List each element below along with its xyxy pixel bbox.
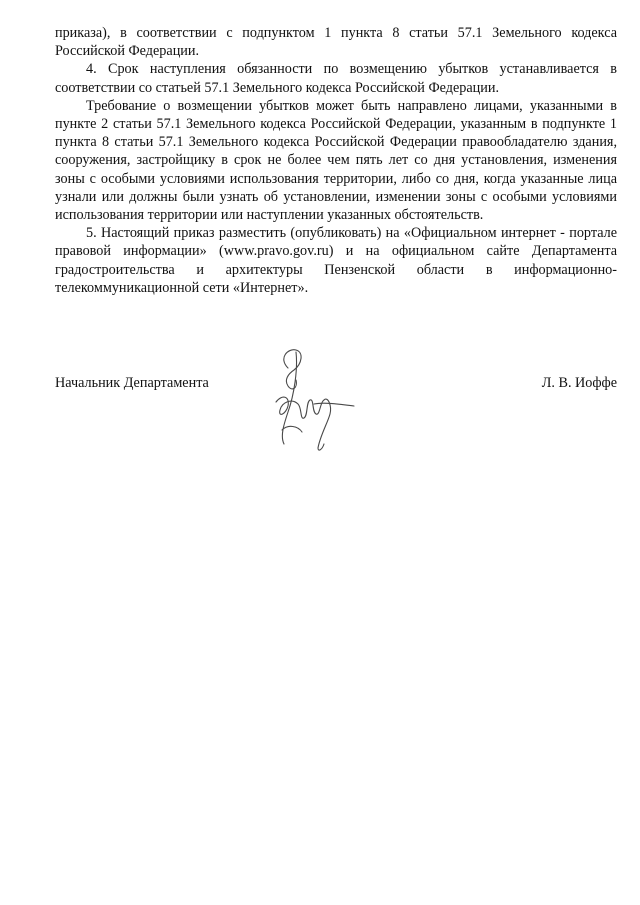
signatory-name: Л. В. Иоффе xyxy=(541,375,617,391)
paragraph-item-4: 4. Срок наступления обязанности по возмещению убытков устанавливается в соответствии со статьей 57.1 Земельного кодекса Российской Федерации. xyxy=(55,61,617,96)
paragraph-requirement: Требование о возмещении убытков может быть направлено лицами, указанными в пункте 2 статьи 57.1 Земельного кодекса Российской Федерации, указанным в подпункте 1 пункта 8 статьи 57.1 Земельного кодекса Российской Федерации правообладателю здания, сооружения, застройщику в срок не более чем пять лет со дня установления, изменения зоны с особыми условиями использования территории, либо со дня, когда указанные лица узнали или должны были узнать об установлении, изменении зоны с особыми условиями использования территории или наступлении указанных обстоятельств. xyxy=(55,97,617,224)
paragraph-item-5: 5. Настоящий приказ разместить (опубликовать) на «Официальном интернет - портале правовой информации» (www.pravo.gov.ru) и на официальном сайте Департамента градостроительства и архитектуры Пензенской области в информационно-телекоммуникационной сети «Интернет». xyxy=(55,225,617,296)
signatory-title: Начальник Департамента xyxy=(55,375,209,391)
handwritten-signature xyxy=(258,340,358,455)
document-body xyxy=(55,24,617,297)
paragraph-continuation: приказа), в соответствии с подпунктом 1 пункта 8 статьи 57.1 Земельного кодекса Российской Федерации. xyxy=(55,25,617,60)
